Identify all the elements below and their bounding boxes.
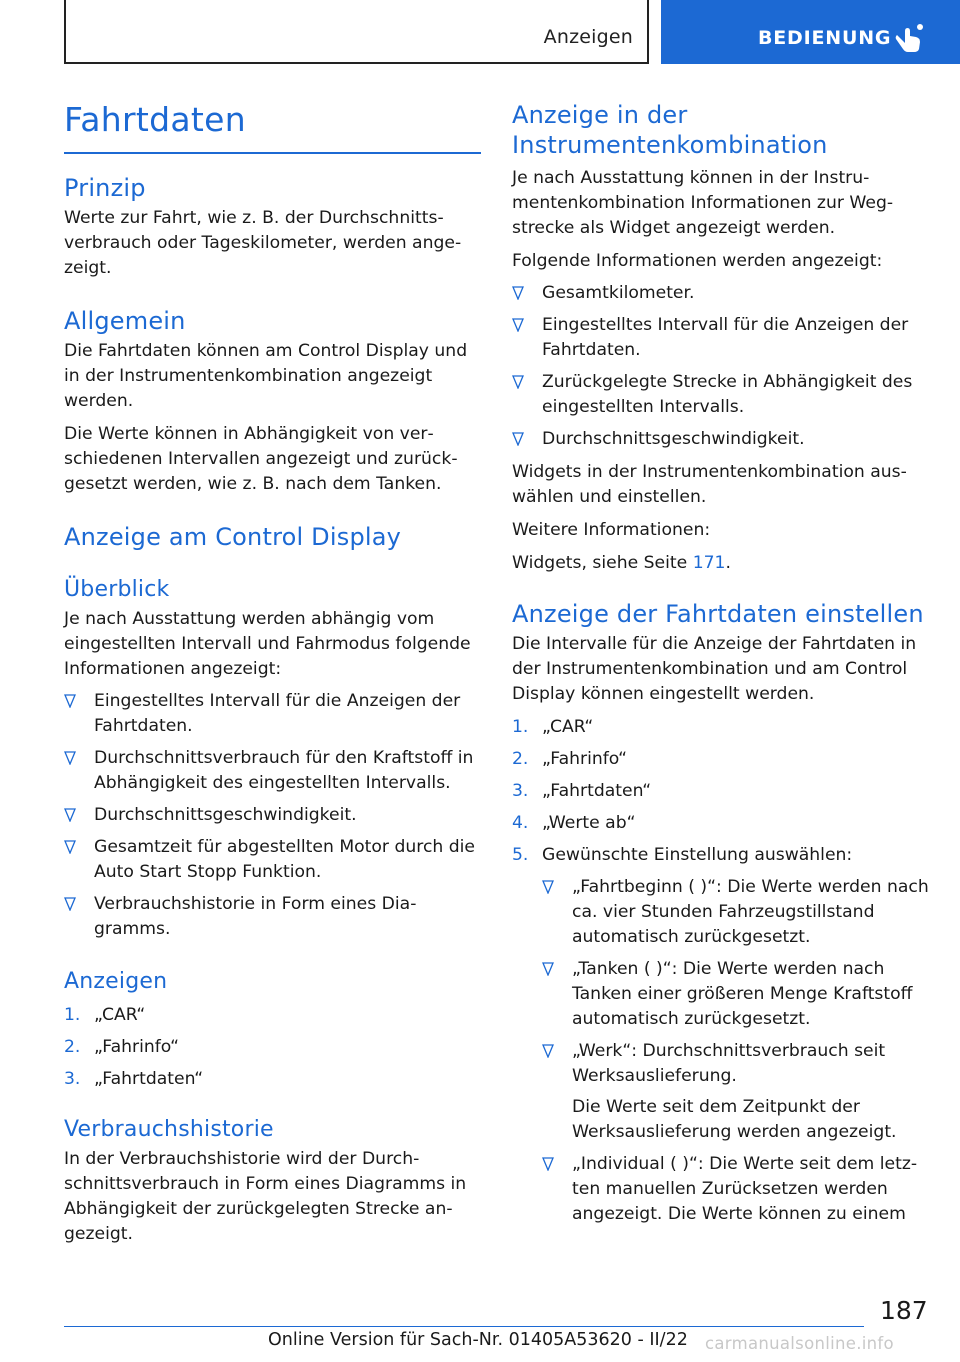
triangle-bullet-icon: [542, 1044, 554, 1058]
instrument-text-1: Je nach Ausstattung können in der Instrumentenkombination Informationen zur Wegstrecke als Widget angezeigt werden.: [512, 168, 894, 238]
step-number: 1.: [64, 1005, 81, 1025]
step-item: 1. „CAR“: [64, 1003, 482, 1028]
list-item: Eingestelltes Intervall für die Anzeigen der Fahrtdaten.: [512, 313, 930, 363]
allgemein-heading: Allgemein: [64, 307, 186, 335]
page-title: Fahrtdaten: [64, 100, 246, 139]
step-number: 1.: [512, 717, 529, 737]
list-item: Eingestelltes Intervall für die Anzeigen der Fahrtdaten.: [64, 689, 482, 739]
step-item: 3. „Fahrtdaten“: [512, 779, 930, 804]
step-item: 5. Gewünschte Einstellung auswählen: „Fahrtbeginn ( )“: Die Werte werden nach ca. vier Stunden Fahrzeugstillstand automatisch zurückgesetzt. „Tanken ( )“: Die Werte werden nach Tanken einer größeren Menge Kraftstoff automatisch zurückgesetzt. „Werk“: Durchschnittsverbrauch seit Werksauslieferung. Die Werte seit dem Zeitpunkt der Werksauslieferung werden angezeigt. „Individual ( )“: Die Werte seit dem letzten manuellen Zurücksetzen werden angezeigt. Die Werte können zu einem: [512, 843, 930, 1227]
list-item: Durchschnittsgeschwindigkeit.: [512, 427, 930, 452]
verbrauchshistorie-heading: Verbrauchshistorie: [64, 1117, 274, 1142]
instrument-text-2: Folgende Informationen werden angezeigt:: [512, 251, 883, 271]
ueberblick-list: [64, 689, 482, 942]
list-item: Verbrauchshistorie in Form eines Diagramms.: [64, 892, 482, 942]
anzeigen-steps: [64, 1003, 482, 1092]
list-item: Zurückgelegte Strecke in Abhängigkeit des eingestellten Intervalls.: [512, 370, 930, 420]
list-item: Durchschnittsgeschwindigkeit.: [64, 803, 482, 828]
right-column: [512, 100, 930, 1227]
step-number: 3.: [512, 781, 529, 801]
triangle-bullet-icon: [64, 897, 76, 911]
online-version-text: Online Version für Sach-Nr. 01405A53620 - II/22: [268, 1330, 688, 1350]
anzeigen-heading: Anzeigen: [64, 969, 168, 994]
step-number: 5.: [512, 845, 529, 865]
step-item: 4. „Werte ab“: [512, 811, 930, 836]
werk-note: Die Werte seit dem Zeitpunkt der Werksauslieferung werden angezeigt.: [572, 1097, 897, 1142]
page-link[interactable]: 171: [692, 553, 726, 573]
allgemein-text-2: Die Werte können in Abhängigkeit von verschiedenen Intervallen angezeigt und zurückgesetzt werden, wie z. B. nach dem Tanken.: [64, 424, 458, 494]
triangle-bullet-icon: [542, 880, 554, 894]
triangle-bullet-icon: [512, 375, 524, 389]
header-section-box: [661, 0, 960, 64]
step-number: 2.: [512, 749, 529, 769]
triangle-bullet-icon: [542, 1157, 554, 1171]
step-item: 3. „Fahrtdaten“: [64, 1067, 482, 1092]
page-number: 187: [880, 1296, 928, 1325]
prinzip-heading: Prinzip: [64, 174, 146, 202]
list-item: „Tanken ( )“: Die Werte werden nach Tanken einer größeren Menge Kraftstoff automatisch zurückgesetzt.: [542, 957, 930, 1032]
instrument-text-5: Widgets, siehe Seite 171.: [512, 553, 731, 573]
instrument-text-4: Weitere Informationen:: [512, 520, 711, 540]
instrument-text-3: Widgets in der Instrumentenkombination auswählen und einstellen.: [512, 462, 907, 507]
einstellen-heading: Anzeige der Fahrtdaten einstellen: [512, 600, 924, 628]
triangle-bullet-icon: [542, 962, 554, 976]
instrument-list: [512, 281, 930, 452]
step-item: 1. „CAR“: [512, 715, 930, 740]
control-display-heading: Anzeige am Control Display: [64, 523, 402, 551]
triangle-bullet-icon: [64, 751, 76, 765]
title-rule: [64, 152, 481, 154]
pointing-hand-icon: [894, 22, 924, 54]
einstellen-options: [542, 875, 930, 1227]
verbrauchshistorie-text: In der Verbrauchshistorie wird der Durchschnittsverbrauch in Form eines Diagramms in Abhängigkeit der zurückgelegten Strecke angezeigt.: [64, 1149, 467, 1244]
ueberblick-text: Je nach Ausstattung werden abhängig vom eingestellten Intervall und Fahrmodus folgende Informationen angezeigt:: [64, 609, 471, 679]
header-chapter-box: [64, 0, 649, 64]
triangle-bullet-icon: [512, 286, 524, 300]
triangle-bullet-icon: [64, 694, 76, 708]
list-item: „Fahrtbeginn ( )“: Die Werte werden nach ca. vier Stunden Fahrzeugstillstand automatisch zurückgesetzt.: [542, 875, 930, 950]
step-item: 2. „Fahrinfo“: [512, 747, 930, 772]
list-item: Gesamtkilometer.: [512, 281, 930, 306]
allgemein-text-1: Die Fahrtdaten können am Control Display und in der Instrumentenkombination angezeigt werden.: [64, 341, 468, 411]
triangle-bullet-icon: [64, 840, 76, 854]
step-number: 2.: [64, 1037, 81, 1057]
step-item: 2. „Fahrinfo“: [64, 1035, 482, 1060]
einstellen-text: Die Intervalle für die Anzeige der Fahrtdaten in der Instrumentenkombination und am Control Display können eingestellt werden.: [512, 634, 917, 704]
list-item: Gesamtzeit für abgestellten Motor durch die Auto Start Stopp Funktion.: [64, 835, 482, 885]
triangle-bullet-icon: [64, 808, 76, 822]
step-number: 3.: [64, 1069, 81, 1089]
step-number: 4.: [512, 813, 529, 833]
footer-rule: [64, 1326, 864, 1327]
instrument-heading: Anzeige in der Instrumentenkombination: [512, 101, 828, 159]
section-label: BEDIENUNG: [758, 27, 892, 49]
list-item: „Individual ( )“: Die Werte seit dem letzten manuellen Zurücksetzen werden angezeigt. Die Werte können zu einem: [542, 1152, 930, 1227]
prinzip-text: Werte zur Fahrt, wie z. B. der Durchschnittsverbrauch oder Tageskilometer, werden angezeigt.: [64, 208, 462, 278]
ueberblick-heading: Überblick: [64, 577, 170, 602]
watermark: carmanualsonline.info: [705, 1334, 894, 1353]
einstellen-steps: [512, 715, 930, 1227]
triangle-bullet-icon: [512, 432, 524, 446]
list-item: Durchschnittsverbrauch für den Kraftstoff in Abhängigkeit des eingestellten Intervalls.: [64, 746, 482, 796]
list-item: „Werk“: Durchschnittsverbrauch seit Werksauslieferung. Die Werte seit dem Zeitpunkt der Werksauslieferung werden angezeigt.: [542, 1039, 930, 1145]
chapter-label: Anzeigen: [543, 26, 633, 48]
triangle-bullet-icon: [512, 318, 524, 332]
left-column: [64, 98, 482, 1247]
